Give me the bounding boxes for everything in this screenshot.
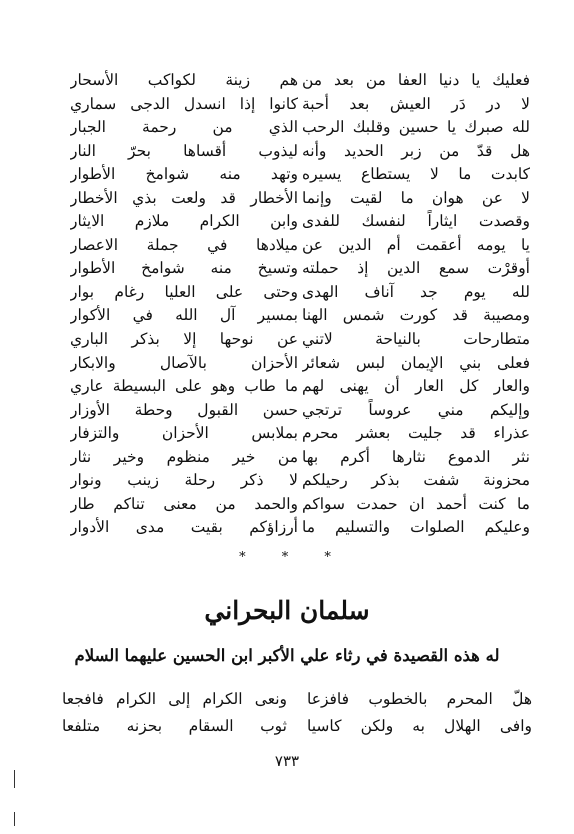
verse-line: وإليكم مني عروساً ترتجي <box>302 400 530 419</box>
verse-line: لله صبرك يا حسين وقلبك الرحب <box>302 118 530 137</box>
verse-line: بمسير آل الله في الأكوار <box>70 306 298 325</box>
verse-line: الأخطار قد ولعت بذي الأخطار <box>70 188 298 207</box>
verse-line: كانوا إذا انسدل الدجى سماري <box>70 94 298 113</box>
verse-line: ما طاب وهو على البسيطة عاري <box>70 377 298 396</box>
verse-line: وتسيخ منه شوامخ الأطوار <box>70 259 298 278</box>
verse-line: أوقرْت سمع الدين إذ حملته <box>302 259 530 278</box>
verse-line: ومصيبة قد كورت شمس الهنا <box>302 306 530 325</box>
verse-line: ما كنت أحمد ان حمدت سواكم <box>302 494 530 513</box>
verse-line: أرزاؤكم بقيت مدى الأدوار <box>70 518 298 537</box>
verse-line: من خير منظوم وخير نثار <box>70 447 298 466</box>
margin-mark <box>14 812 15 826</box>
elegy-poem <box>70 69 530 540</box>
verse-line: لله يوم جد آناف الهدى <box>302 282 530 301</box>
page-number: ٧٣٣ <box>274 752 300 770</box>
verse-line: هل قدّ من زبر الحديد وأنه <box>302 141 530 160</box>
verse-line: وقصدت ايثاراً لنفسك للفدى <box>302 212 530 231</box>
verse-line: متطارحات بالنياحة لاتني <box>302 330 530 349</box>
verse-line: ونعى الكرام إلى الكرام فافجعا <box>62 690 287 708</box>
verse-line: يا يومه أعقمت أم الدين عن <box>302 235 530 254</box>
verse-line: وابن الكرام ملازم الايثار <box>70 212 298 231</box>
verse-line: ليذوب أقساها بحرّ النار <box>70 141 298 160</box>
verse-line: لا ذكر رحلة زينب ونوار <box>70 471 298 490</box>
verse-line: فعليك يا دنيا العفا من بعد من <box>302 71 530 89</box>
verse-line: هم زينة لكواكب الأسحار <box>70 71 298 89</box>
poem-right-column <box>302 69 530 540</box>
verse-line: كابدت ما لا يستطاع يسيره <box>302 165 530 184</box>
verse-line: والحمد من معنى تناكم طار <box>70 494 298 513</box>
poem-subtitle: له هذه القصيدة في رثاء علي الأكبر ابن الحسين عليهما السلام <box>74 646 500 665</box>
poem2-right-column <box>307 686 532 740</box>
verse-line: وتهد منه شوامخ الأطوار <box>70 165 298 184</box>
verse-line: حسن القبول وحطة الأوزار <box>70 400 298 419</box>
margin-mark <box>14 770 15 788</box>
verse-line: لا عن هوان ما لقيت وإنما <box>302 188 530 207</box>
section-separator: * * * <box>239 550 347 565</box>
second-poem <box>62 686 532 740</box>
poem2-left-column <box>62 686 287 740</box>
verse-line: محزونة شفت بذكر رحيلكم <box>302 471 530 490</box>
verse-line: وحتى على العليا رغام بوار <box>70 282 298 301</box>
verse-line: لا در دَر العيش بعد أحبة <box>302 94 530 113</box>
verse-line: وافى الهلال به ولكن كاسيا <box>307 717 532 735</box>
poem-left-column <box>70 69 298 540</box>
verse-line: عن نوحها إلا بذكر الباري <box>70 330 298 349</box>
poet-name-heading: سلمان البحراني <box>204 596 370 625</box>
verse-line: فعلى بني الإيمان لبس شعائر <box>302 353 530 372</box>
verse-line: وعليكم الصلوات والتسليم ما <box>302 518 530 537</box>
verse-line: الأحزان بالآصال والابكار <box>70 353 298 372</box>
verse-line: الذي من رحمة الجبار <box>70 118 298 137</box>
verse-line: عذراء قد جليت بعشر محرم <box>302 424 530 443</box>
verse-line: ثوب السقام بحزنه متلفعا <box>62 717 287 735</box>
verse-line: بملابس الأحزان والتزفار <box>70 424 298 443</box>
verse-line: نثر الدموع نثارها أكرم بها <box>302 447 530 466</box>
verse-line: والعار كل العار أن يهنى لهم <box>302 377 530 396</box>
verse-line: هلّ المحرم بالخطوب فافزعا <box>307 690 532 708</box>
verse-line: ميلادها في جملة الاعصار <box>70 235 298 254</box>
